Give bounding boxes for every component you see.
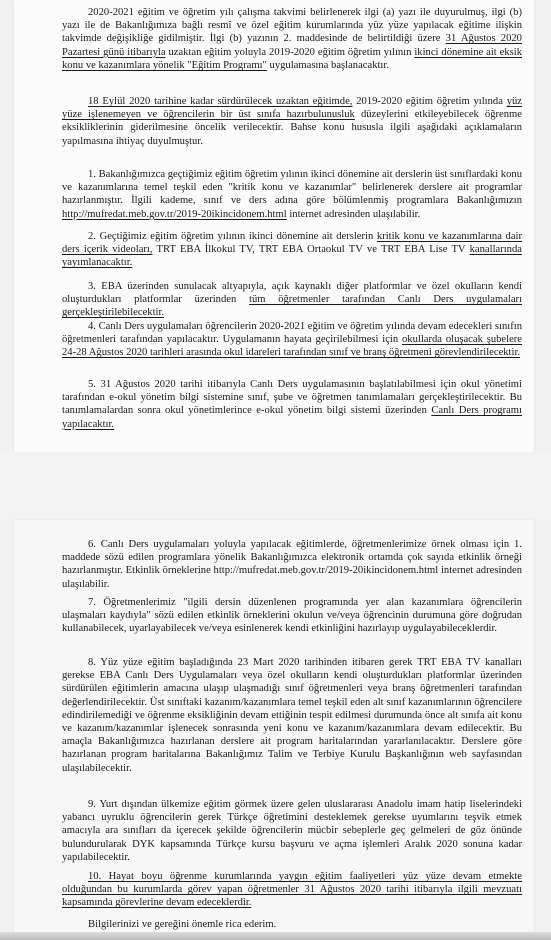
underlined-text: 31 Ağustos 2020 Pazartesi günü itibarıyla bbox=[62, 33, 522, 58]
item-2 bbox=[62, 230, 522, 270]
underlined-text: ikinci dönemine ait eksik konu ve kazanımlara yönelik "Eğitim Programı" bbox=[62, 46, 523, 71]
text-run: 1. Bakanlığımızca geçtiğimiz eğitim öğretim yılının ikinci dönemine ait derslerin üst sınıflardaki konu ve kazanımlarına temel teşkil eden "kritik konu ve kazanımlar" belirlenerek derslere ait programlar hazırlanmıştır. İlgili kademe, sınıf ve ders adına göre bölümlenmiş programlara Bakanlığımızın bbox=[62, 169, 522, 207]
page-gap bbox=[0, 452, 551, 520]
item-5 bbox=[62, 378, 522, 431]
text-run: 4. Canlı Ders uygulamaları öğrencilerin 2020-2021 eğitim ve öğretim yılında devam edecekleri sınıfın öğretmenleri tarafından yapılacaktır. Uygulamanın hayata geçirilebilmesi için bbox=[62, 321, 522, 346]
text-run: 5. 31 Ağustos 2020 tarihi itibarıyla Canlı Ders uygulamasının başlatılabilmesi için okul yönetimi tarafından e-okul yönetim bilgi sistemine sınıf, şube ve öğretmen tanımlamaları gerçekleştirilecektir. Bu tanımlamalardan sonra okul yönetimlerince e-okul yönetim bilgi sistemi üzerinden bbox=[62, 379, 522, 417]
underlined-text: okullarda oluşacak şubelere 24-28 Ağustos 2020 tarihleri arasında okul idareleri tarafından sınıf ve branş öğretmeni görevlendirilecektir. bbox=[62, 334, 522, 359]
curriculum-link[interactable]: http://mufredat.meb.gov.tr/2019-20ikincidonem.html bbox=[62, 208, 287, 220]
underlined-text: 18 Eylül 2020 tarihine kadar sürdürülecek uzaktan eğitimde, bbox=[88, 96, 353, 107]
item-10 bbox=[62, 870, 522, 910]
text-run: 2019-2020 eğitim öğretim yılında bbox=[352, 96, 507, 107]
text-run: 2. Geçtiğimiz eğitim öğretim yılının ikinci dönemine ait derslerin bbox=[88, 231, 377, 242]
text-run: 3. EBA üzerinden sunulacak altyapıyla, açık kaynaklı diğer platformlar ve özel okulların kendi oluşturdukları platformlar üzerinden bbox=[62, 281, 522, 306]
closing-line: Bilgilerinizi ve gereğini önemle rica ederim. bbox=[88, 919, 277, 930]
text-run: TRT EBA İlkokul TV, TRT EBA Ortaokul TV ve TRT EBA Lise TV bbox=[152, 244, 470, 256]
item-1 bbox=[62, 168, 522, 221]
text-run: düzeylerini etkileyebilecek öğrenme eksikliklerinin giderilmesine öncelik verilecektir. Bahse konu hususla ilgili aşağıdaki açıklamaların yapılmasına ihtiyaç duyulmuştur. bbox=[62, 109, 522, 147]
distance-education-paragraph bbox=[62, 95, 522, 148]
text-run: uygulamasına başlanacaktır. bbox=[266, 59, 389, 71]
underlined-text: tüm öğretmenler tarafından Canlı Ders uygulamaları gerçekleştirilebilecektir. bbox=[62, 294, 523, 319]
item-9: 9. Yurt dışından ülkemize eğitim görmek üzere gelen uluslararası Anadolu imam hatip liselerindeki yabancı uyruklu öğrencilerin gerek Türkçe öğretimini desteklemek gerekse uyumlarını teşvik etmek amacıyla ara sınıfları da içerecek şekilde öğrencilerin mücbir sebeplerle geç gelmeleri de göz önünde bulundurularak DYK kapsamında Türkçe kursu başvuru ve açma işlemleri Aralık 2020 sonuna kadar yapılabilecektir. bbox=[62, 799, 522, 863]
underlined-text: 10. Hayat boyu öğrenme kurumlarında yaygın eğitim faaliyetleri yüz yüze devam etmekte olduğundan bu kurumlarda görev yapan öğretmenler 31 Ağustos 2020 tarihi itibarıyla ilgili mevzuatı kapsamında görevlerine devam edeceklerdir. bbox=[62, 871, 522, 909]
text-run: 2020-2021 eğitim ve öğretim yılı çalışma takvimi belirlenerek ilgi (a) yazı ile duyurulmuş, ilgi (b) yazı ile de Bakanlığımıza bağlı resmî ve özel eğitim kurumlarında yüz yüze yapılacak eğitime ilişkin takvimde değişikliğe gidilmiştir. İlgi (b) yazının 2. maddesinde de belirtildiği üzere bbox=[62, 7, 522, 45]
underlined-text: yüz yüze işlenemeyen ve öğrencilerin bir üst sınıfa hazırbulunusluk bbox=[62, 96, 522, 121]
text-run: internet adresinden ulaşılabilir. bbox=[286, 208, 421, 220]
item-8: 8. Yüz yüze eğitim başladığında 23 Mart 2020 tarihinden itibaren gerek TRT EBA TV kanalları gerekse EBA Canlı Ders Uygulamaları veya özel okulların kendi oluşturdukları platformlar üzerinden sürdürülen eğitimlerin amacına ulaşıp ulaşmadığı sınıf öğretmenleri veya branş öğretmenleri tarafından değerlendirilecektir. Üst sınıftaki kazanım/kazanımlara temel teşkil eden alt sınıf kazanımlarının öğrencilere edindirilemediği ve öğrenme eksikliğinin devam ettiğinin tespit edilmesi durumunda önce alt sınıfa ait konu ve kazanım/kazanımlar işlenecek sonrasında yeni konu ve kazanım/kazanımlara devam edilecektir. Bu amaçla Bakanlığımızca hazırlanan derslere ait program haritalarından yararlanılacaktır. Derslere göre hazırlanan program haritalarına Bakanlığımız Talim ve Terbiye Kurulu Başkanlığının web sayfasından ulaşılabilecektir. bbox=[62, 657, 522, 774]
item-7: 7. Öğretmenlerimiz "ilgili dersin düzenlenen programında yer alan kazanımlara öğrencilerin ulaşmaları kaydıyla" sözü edilen etkinlik örneklerini okulun ve/veya öğrencinin durumuna göre doğrudan kullanabilecek, uyarlayabilecek ve/veya esinlenerek kendi etkinliğini hazırlayıp uygulayabileceklerdir. bbox=[62, 597, 522, 635]
item-6: 6. Canlı Ders uygulamaları yoluyla yapılacak eğitimlerde, öğretmenlerimize örnek olması için 1. maddede sözü edilen programlara yönelik Bakanlığımızca elektronik ortamda çok sayıda etkinlik örneği hazırlanmıştır. Etkinlik örneklerine http://mufredat.meb.gov.tr/2019-20ikincidonem.html internet adresinden ulaşılabilir. bbox=[62, 539, 522, 590]
underlined-text: kritik konu ve kazanımlarına dair ders içerik videoları, bbox=[62, 231, 522, 256]
bottom-edge bbox=[0, 932, 551, 940]
intro-paragraph bbox=[62, 6, 522, 72]
item-3 bbox=[62, 280, 522, 320]
item-4 bbox=[62, 320, 522, 360]
underlined-text: kanallarında yayımlanacaktır. bbox=[62, 244, 522, 269]
underlined-text: Canlı Ders programı yapılacaktır. bbox=[62, 405, 522, 430]
text-run: uzaktan eğitim yoluyla 2019-2020 eğitim öğretim yılının bbox=[165, 46, 415, 58]
